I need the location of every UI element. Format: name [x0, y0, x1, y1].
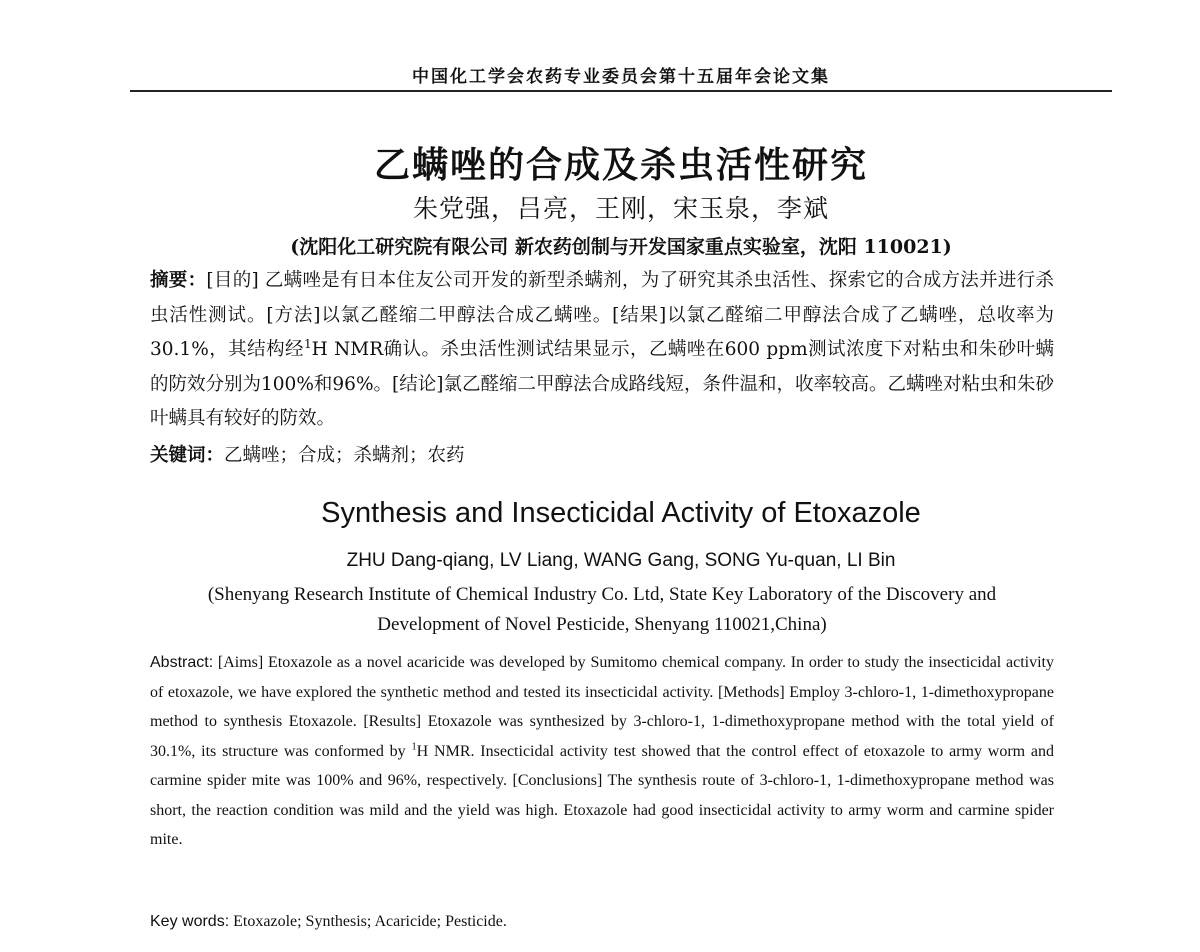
english-abstract-superscript: 1: [411, 741, 417, 753]
chinese-authors: 朱党强，吕亮，王刚，宋玉泉，李斌: [412, 194, 829, 223]
chinese-title: 乙螨唑的合成及杀虫活性研究: [373, 145, 868, 186]
english-title: Synthesis and Insecticidal Activity of Etoxazole: [321, 497, 921, 529]
chinese-affiliation: (沈阳化工研究院有限公司 新农药创制与开发国家重点实验室，沈阳 110021): [290, 236, 952, 258]
chinese-keywords-text: 乙螨唑；合成；杀螨剂；农药: [224, 445, 465, 466]
english-affiliation-line2: Development of Novel Pesticide, Shenyang 110021,China): [377, 614, 827, 635]
english-keywords: [150, 908, 1054, 936]
english-abstract-label: Abstract:: [150, 654, 214, 671]
english-abstract-text-part2: H NMR. Insecticidal activity test showed that the control effect of etoxazole to army worm and carmine spider mite was 100% and 96%, respectively. [Conclusions] The synthesis route of 3-chloro-1, 1-dimethoxypropane method was short, the reaction condition was mild and the yield was high. Etoxazole had good insecticidal activity to army worm and carmine spider mite.: [150, 742, 1055, 848]
running-header: 中国化工学会农药专业委员会第十五届年会论文集: [412, 67, 830, 87]
english-abstract-text-part1: [Aims] Etoxazole as a novel acaricide was developed by Sumitomo chemical company. In order to study the insecticidal activity of etoxazole, we have explored the synthetic method and tested its insecticidal activity. [Methods] Employ 3-chloro-1, 1-dimethoxypropane method to synthesis Etoxazole. [Results] Etoxazole was synthesized by 3-chloro-1, 1-dimethoxypropane method with the total yield of 30.1%, its structure was conformed by: [150, 654, 1054, 760]
chinese-abstract: [150, 264, 1054, 437]
english-affiliation: [150, 580, 1054, 640]
chinese-keywords-label: 关键词：: [150, 445, 225, 466]
english-authors: ZHU Dang-qiang, LV Liang, WANG Gang, SONG Yu-quan, LI Bin: [346, 550, 896, 571]
chinese-abstract-text-part2: H NMR确认。杀虫活性测试结果显示，乙螨唑在600 ppm测试浓度下对粘虫和朱砂叶螨的防效分别为100%和96%。[结论]氯乙醛缩二甲醇法合成路线短，条件温和，收率较高。乙螨唑对粘虫和朱砂叶螨具有较好的防效。: [150, 339, 1054, 429]
chinese-abstract-superscript: 1: [303, 336, 312, 351]
english-abstract: [150, 648, 1054, 855]
chinese-abstract-label: 摘要：: [150, 270, 207, 291]
english-keywords-label: Key words:: [150, 913, 230, 930]
english-affiliation-line1: (Shenyang Research Institute of Chemical Industry Co. Ltd, State Key Laboratory of the Discovery and: [207, 584, 997, 605]
chinese-keywords: [150, 439, 1054, 473]
english-keywords-text: Etoxazole; Synthesis; Acaricide; Pesticide.: [229, 913, 507, 930]
header-rule: [130, 90, 1112, 92]
chinese-abstract-text-part1: [目的] 乙螨唑是有日本住友公司开发的新型杀螨剂，为了研究其杀虫活性、探索它的合成方法并进行杀虫活性测试。[方法]以氯乙醛缩二甲醇法合成乙螨唑。[结果]以氯乙醛缩二甲醇法合成了乙螨唑，总收率为30.1%，其结构经: [150, 270, 1054, 360]
